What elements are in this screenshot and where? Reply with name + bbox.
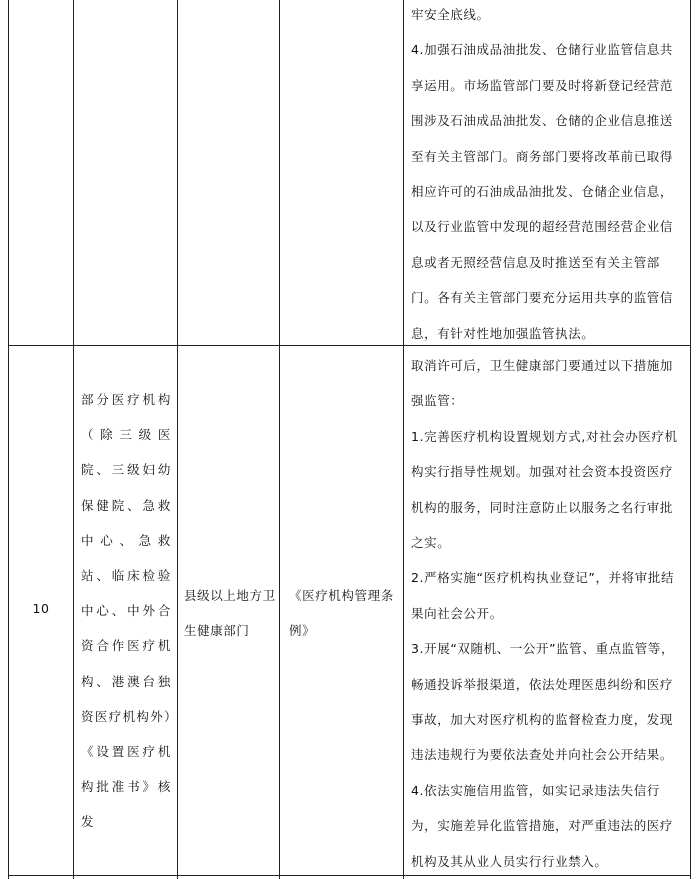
column-divider [73,0,74,879]
item-name: 部分医疗机构（除三级医院、三级妇幼保健院、急救中心、急救站、临床检验中心、中外合资合作医疗机构、港澳台独资医疗机构外）《设置医疗机构批准书》核发 [81,392,171,830]
item-name-cell [81,382,171,840]
authority-cell: 县级以上地方卫生健康部门 [184,588,276,638]
top-row-supervision-cell [411,0,686,351]
table-border-right [690,0,691,879]
column-divider [279,0,280,879]
row-10-supervision-cell [411,348,686,879]
supervision-paragraph: 取消许可后，卫生健康部门要通过以下措施加强监管： [411,358,674,409]
supervision-paragraph: 4.加强石油成品油批发、仓储行业监管信息共享运用。市场监管部门要及时将新登记经营范围涉及石油成品油批发、仓储的企业信息推送至有关主管部门。商务部门要将改革前已取得相应许可的石油成品油批发、仓储企业信息，以及行业监管中发现的超经营范围经营企业信息或者无照经营信息及时推送至有关主管部门。各有关主管部门要充分运用共享的监管信息，有针对性地加强监管执法。 [411,42,674,341]
table-border-left [8,0,9,879]
supervision-paragraph: 2.严格实施“医疗机构执业登记”，并将审批结果向社会公开。 [411,570,675,621]
legal-basis-cell: 《医疗机构管理条例》 [289,588,394,638]
supervision-paragraph: 3.开展“双随机、一公开”监管、重点监管等，畅通投诉举报渠道，依法处理医患纠纷和医疗事故，加大对医疗机构的监督检查力度，发现违法违规行为要依法查处并向社会公开结果。 [411,641,675,763]
supervision-paragraph: 1.完善医疗机构设置规划方式,对社会办医疗机构实行指导性规划。加强对社会资本投资医疗机构的服务，同时注意防止以服务之名行审批之实。 [411,428,678,551]
column-divider [177,0,178,879]
supervision-paragraph: 牢安全底线。 [411,7,490,22]
column-divider [403,0,404,879]
supervision-paragraph: 4.依法实施信用监管，如实记录违法失信行为，实施差异化监管措施，对严重违法的医疗机构及其从业人员实行行业禁入。 [411,782,674,869]
row-number: 10 [32,601,50,616]
